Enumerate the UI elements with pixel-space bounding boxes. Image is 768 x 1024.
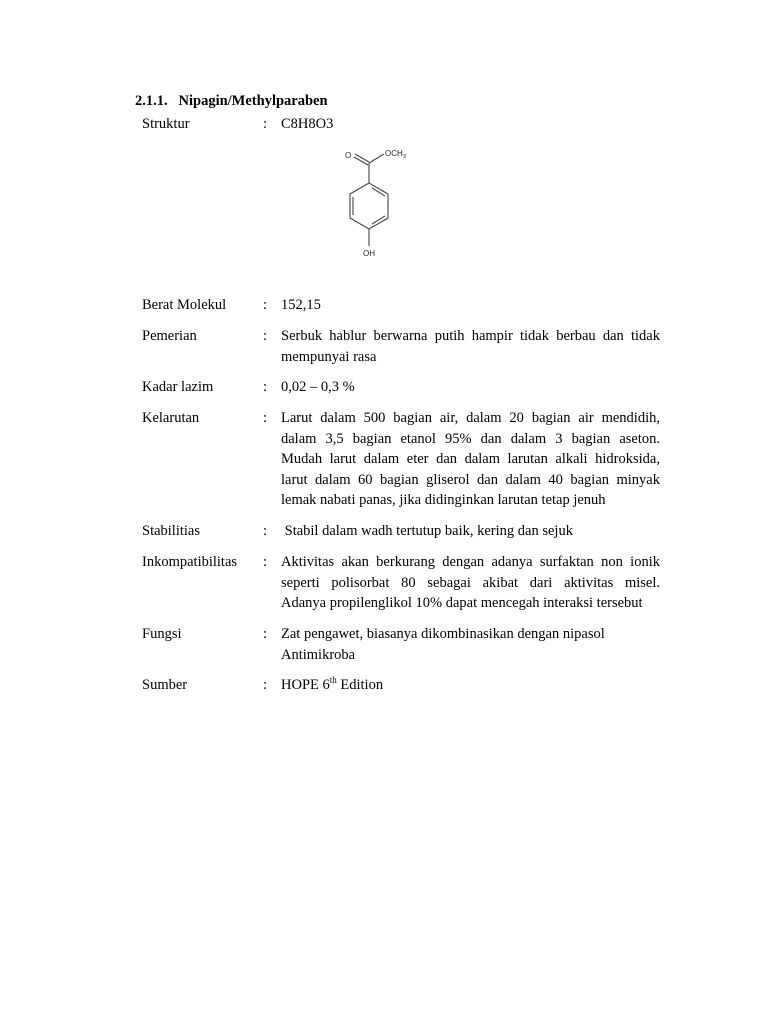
section-title: Nipagin/Methylparaben: [178, 93, 328, 109]
row-label: Berat Molekul: [142, 297, 227, 313]
value-line: dalam 3,5 bagian etanol 95% dan dalam 3 bagian aseton.: [281, 430, 660, 447]
row-separator: :: [263, 379, 268, 395]
row-label: Inkompatibilitas: [142, 554, 238, 570]
row-value: [281, 326, 660, 367]
value-line: Antimikroba: [281, 646, 356, 663]
row-label: Kelarutan: [142, 410, 200, 426]
ester-subscript: 3: [403, 154, 407, 160]
value-line: seperti polisorbat 80 sebagai akibat dari aktivitas misel.: [281, 574, 660, 591]
value-suffix: Edition: [336, 677, 384, 693]
value-line: Aktivitas akan berkurang dengan adanya surfaktan non ionik: [281, 554, 660, 570]
value-prefix: HOPE 6: [281, 677, 330, 693]
row-separator: :: [263, 523, 268, 539]
row-separator: :: [263, 626, 268, 642]
carbonyl-oxygen-label: O: [345, 151, 352, 160]
row-separator: :: [263, 554, 268, 570]
row-value: C8H8O3: [281, 116, 334, 132]
value-line: lemak nabati panas, jika didinginkan larutan tetap jenuh: [281, 492, 606, 508]
row-label: Pemerian: [142, 328, 197, 344]
value-superscript: th: [329, 675, 337, 686]
row-label: Kadar lazim: [142, 379, 214, 395]
value-line: Mudah larut dalam eter dan dalam larutan alkali hidroksida,: [281, 451, 660, 467]
value-line: mempunyai rasa: [281, 348, 377, 365]
row-value: [281, 624, 660, 665]
value-line: larut dalam 60 bagian gliserol dan dalam 40 bagian minyak: [281, 471, 660, 488]
value-line: Zat pengawet, biasanya dikombinasikan dengan nipasol: [281, 626, 605, 642]
row-value: [281, 408, 660, 511]
value-line: Serbuk hablur berwarna putih hampir tidak berbau dan tidak: [281, 328, 660, 344]
row-separator: :: [263, 328, 268, 344]
value-line: Adanya propilenglikol 10% dapat mencegah interaksi tersebut: [281, 595, 643, 611]
row-value: Stabil dalam wadh tertutup baik, kering dan sejuk: [281, 523, 573, 539]
ester-group-label: OCH: [385, 149, 403, 158]
hydroxyl-label: OH: [363, 249, 375, 258]
row-value: [281, 675, 660, 696]
row-value: [281, 552, 660, 614]
row-label: Stabilitias: [142, 523, 200, 539]
section-heading: [135, 93, 328, 110]
row-label: Fungsi: [142, 626, 182, 642]
row-value: 152,15: [281, 297, 321, 313]
methylparaben-structure-diagram: [330, 140, 430, 275]
row-separator: :: [263, 297, 268, 313]
row-label: Sumber: [142, 677, 188, 693]
row-separator: :: [263, 677, 268, 693]
section-number: 2.1.1.: [135, 93, 168, 109]
row-separator: :: [263, 410, 268, 426]
row-value: 0,02 – 0,3 %: [281, 379, 355, 395]
row-label: Struktur: [142, 116, 190, 132]
value-line: Larut dalam 500 bagian air, dalam 20 bagian air mendidih,: [281, 410, 660, 426]
row-separator: :: [263, 116, 268, 132]
